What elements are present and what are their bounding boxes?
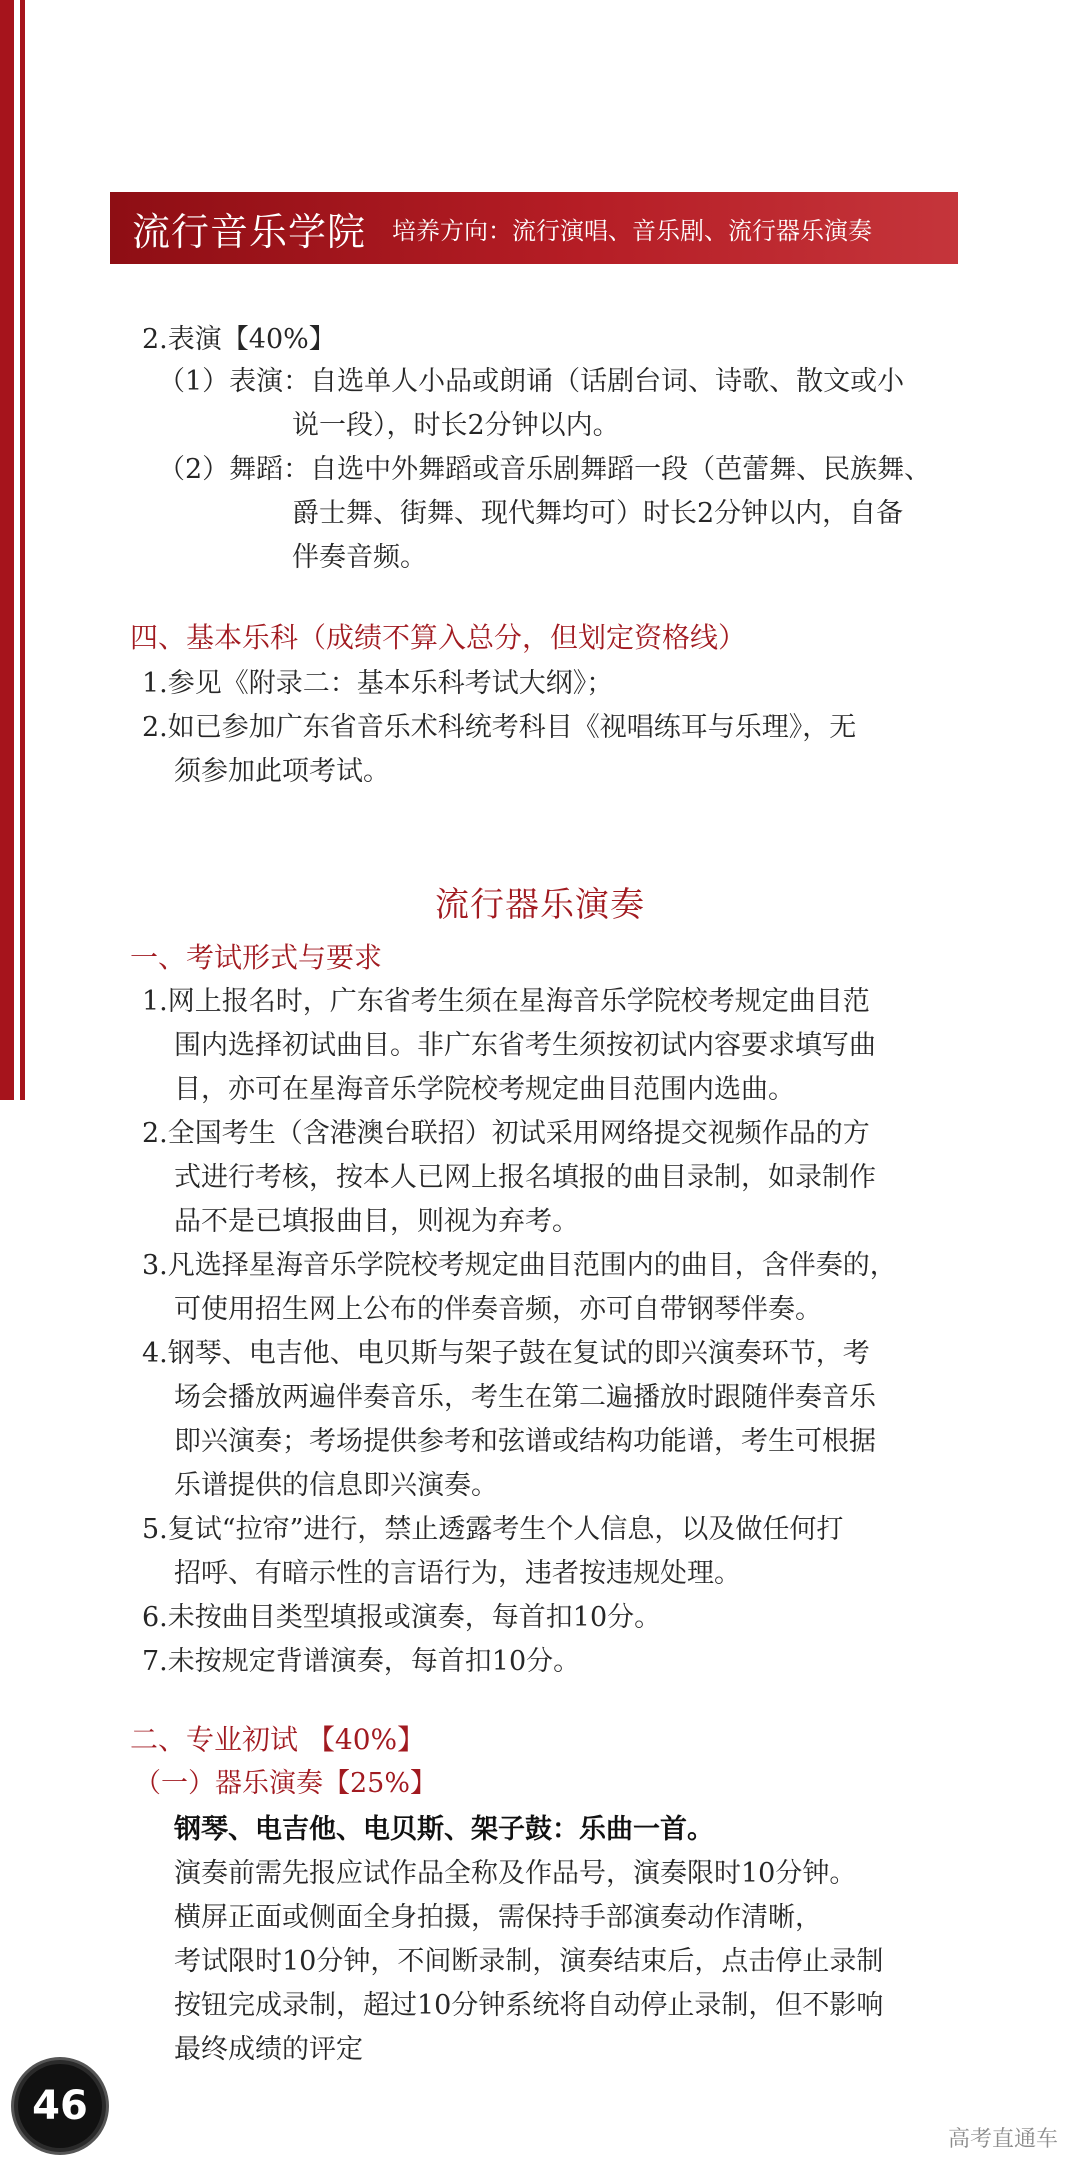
exam-form-line: 6.未按曲目类型填报或演奏，每首扣10分。 <box>142 1602 662 1633</box>
exam-form-line: 4.钢琴、电吉他、电贝斯与架子鼓在复试的即兴演奏环节，考 <box>142 1338 870 1369</box>
performance-line: 爵士舞、街舞、现代舞均可）时长2分钟以内，自备 <box>292 498 904 529</box>
exam-form-line: 1.网上报名时，广东省考生须在星海音乐学院校考规定曲目范 <box>142 986 870 1017</box>
performance-line: （2）舞蹈：自选中外舞蹈或音乐剧舞蹈一段（芭蕾舞、民族舞、 <box>158 454 932 485</box>
exam-form-line: 目，亦可在星海音乐学院校考规定曲目范围内选曲。 <box>174 1074 795 1105</box>
left-accent-bar <box>0 0 14 1100</box>
performance-heading: 2.表演【40%】 <box>142 324 336 355</box>
performance-line: 伴奏音频。 <box>292 542 427 573</box>
exam-form-line: 2.全国考生（含港澳台联招）初试采用网络提交视频作品的方 <box>142 1118 870 1149</box>
exam-form-line: 3.凡选择星海音乐学院校考规定曲目范围内的曲目，含伴奏的， <box>142 1250 897 1281</box>
prelim-line: 考试限时10分钟，不间断录制，演奏结束后，点击停止录制 <box>174 1946 884 1977</box>
prelim-line: 按钮完成录制，超过10分钟系统将自动停止录制，但不影响 <box>174 1990 884 2021</box>
prelim-bold-line: 钢琴、电吉他、电贝斯、架子鼓：乐曲一首。 <box>174 1814 714 1845</box>
basic-music-heading: 四、基本乐科（成绩不算入总分，但划定资格线） <box>130 621 747 654</box>
left-accent-line <box>20 0 25 1100</box>
prelim-line: 最终成绩的评定 <box>174 2034 363 2065</box>
prelim-line: 横屏正面或侧面全身拍摄，需保持手部演奏动作清晰， <box>174 1902 822 1933</box>
basic-music-line: 1.参见《附录二：基本乐科考试大纲》； <box>142 668 614 699</box>
exam-form-line: 招呼、有暗示性的言语行为，违者按违规处理。 <box>174 1558 741 1589</box>
section-banner <box>110 192 958 264</box>
watermark: 高考直通车 <box>947 2127 1058 2152</box>
banner-title: 流行音乐学院 <box>132 209 367 254</box>
page-number-badge <box>18 2064 102 2148</box>
performance-line: （1）表演：自选单人小品或朗诵（话剧台词、诗歌、散文或小 <box>158 366 905 397</box>
exam-form-line: 7.未按规定背谱演奏，每首扣10分。 <box>142 1646 581 1677</box>
exam-form-line: 即兴演奏；考场提供参考和弦谱或结构功能谱，考生可根据 <box>174 1426 876 1457</box>
page-number: 46 <box>32 2083 88 2129</box>
prelim-subheading: （一）器乐演奏【25%】 <box>134 1768 438 1799</box>
exam-form-line: 围内选择初试曲目。非广东省考生须按初试内容要求填写曲 <box>174 1030 876 1061</box>
basic-music-line: 2.如已参加广东省音乐术科统考科目《视唱练耳与乐理》，无 <box>142 712 857 743</box>
prelim-heading: 二、专业初试 【40%】 <box>130 1723 426 1756</box>
exam-form-heading: 一、考试形式与要求 <box>130 941 383 974</box>
prelim-line: 演奏前需先报应试作品全称及作品号，演奏限时10分钟。 <box>174 1858 857 1889</box>
exam-form-line: 式进行考核，按本人已网上报名填报的曲目录制，如录制作 <box>174 1162 876 1193</box>
exam-form-line: 品不是已填报曲目，则视为弃考。 <box>174 1206 579 1237</box>
performance-line: 说一段），时长2分钟以内。 <box>292 410 620 441</box>
exam-form-line: 场会播放两遍伴奏音乐，考生在第二遍播放时跟随伴奏音乐 <box>174 1382 876 1413</box>
basic-music-line: 须参加此项考试。 <box>174 756 390 787</box>
exam-form-line: 可使用招生网上公布的伴奏音频，亦可自带钢琴伴奏。 <box>174 1294 822 1325</box>
banner-subtitle: 培养方向：流行演唱、音乐剧、流行器乐演奏 <box>392 216 873 245</box>
section-title: 流行器乐演奏 <box>435 885 645 925</box>
exam-form-line: 5.复试“拉帘”进行，禁止透露考生个人信息，以及做任何打 <box>142 1514 844 1545</box>
exam-form-line: 乐谱提供的信息即兴演奏。 <box>174 1470 498 1501</box>
